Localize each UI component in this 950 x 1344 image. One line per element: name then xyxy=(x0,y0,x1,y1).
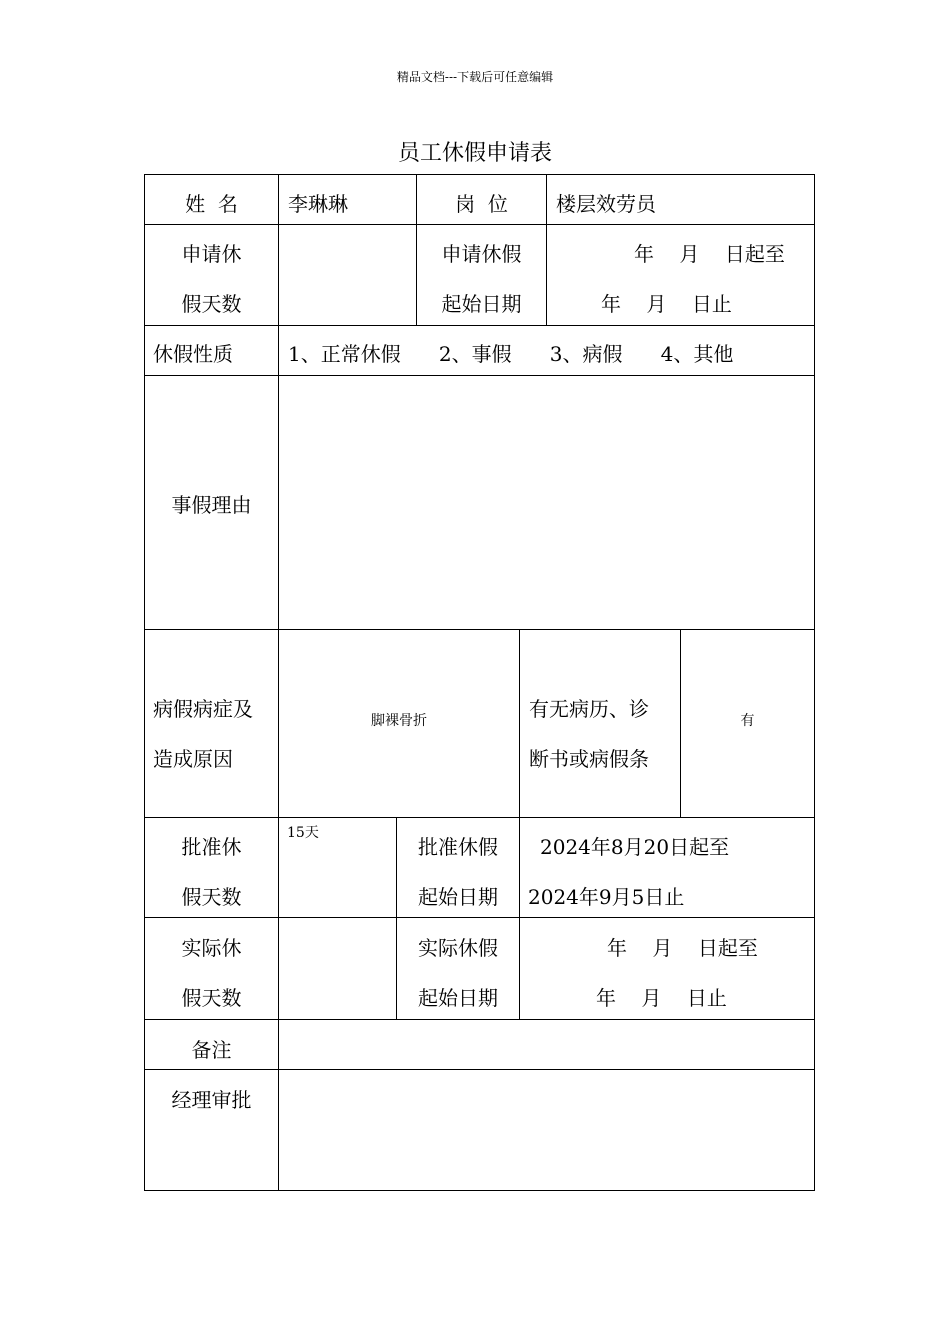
requested-date-start[interactable]: 年 月 日起至 xyxy=(634,242,785,266)
actual-date-label-1: 实际休假 xyxy=(418,936,498,960)
requested-days-label-2: 假天数 xyxy=(181,292,242,316)
table-border-bottom xyxy=(144,1190,815,1191)
leave-type-options[interactable]: 1、正常休假 2、事假 3、病假 4、其他 xyxy=(288,342,734,366)
actual-days-label-2: 假天数 xyxy=(181,986,242,1010)
approved-days-label-1: 批准休 xyxy=(181,835,242,859)
row-divider xyxy=(144,629,815,630)
post-value[interactable]: 楼层效劳员 xyxy=(556,192,656,216)
col-divider xyxy=(519,817,520,1019)
leave-type-label: 休假性质 xyxy=(153,342,233,366)
table-border-top xyxy=(144,174,815,175)
row-divider xyxy=(144,224,815,225)
table-border-right xyxy=(814,174,815,1191)
name-label: 姓 名 xyxy=(185,192,238,216)
approved-date-start[interactable]: 2024年8月20日起至 xyxy=(540,835,730,859)
requested-date-label-2: 起始日期 xyxy=(441,292,522,316)
medical-cert-label-1: 有无病历、诊 xyxy=(529,697,649,721)
manager-approval-value[interactable] xyxy=(279,1070,814,1190)
personal-leave-reason-value[interactable] xyxy=(279,376,814,629)
requested-days-value[interactable] xyxy=(279,225,416,325)
requested-date-label-1: 申请休假 xyxy=(441,242,522,266)
header-note: 精品文档---下载后可任意编辑 xyxy=(396,70,554,84)
remarks-value[interactable] xyxy=(279,1020,814,1069)
actual-date-start[interactable]: 年 月 日起至 xyxy=(607,936,758,960)
row-divider xyxy=(144,817,815,818)
personal-leave-reason-label: 事假理由 xyxy=(171,493,252,517)
illness-value[interactable]: 脚裸骨折 xyxy=(371,713,427,729)
col-divider xyxy=(519,629,520,817)
row-divider xyxy=(144,917,815,918)
requested-days-label-1: 申请休 xyxy=(181,242,242,266)
approved-days-label-2: 假天数 xyxy=(181,885,242,909)
approved-date-label-1: 批准休假 xyxy=(418,835,498,859)
medical-cert-label-2: 断书或病假条 xyxy=(529,747,649,771)
approved-days-value[interactable]: 15天 xyxy=(287,825,319,841)
actual-date-label-2: 起始日期 xyxy=(418,986,498,1010)
row-divider xyxy=(144,325,815,326)
approved-date-label-2: 起始日期 xyxy=(418,885,498,909)
medical-cert-value[interactable]: 有 xyxy=(740,713,755,729)
form-title: 员工休假申请表 xyxy=(397,141,552,166)
actual-days-value[interactable] xyxy=(279,918,396,1019)
requested-date-end[interactable]: 年 月 日止 xyxy=(601,292,732,316)
manager-approval-label: 经理审批 xyxy=(171,1088,252,1112)
col-divider xyxy=(546,174,547,325)
name-value[interactable]: 李琳琳 xyxy=(288,192,348,216)
post-label: 岗 位 xyxy=(455,192,508,216)
illness-label-1: 病假病症及 xyxy=(153,697,253,721)
illness-label-2: 造成原因 xyxy=(153,747,233,771)
actual-days-label-1: 实际休 xyxy=(181,936,242,960)
remarks-label: 备注 xyxy=(191,1038,232,1062)
approved-date-end[interactable]: 2024年9月5日止 xyxy=(528,885,685,909)
actual-date-end[interactable]: 年 月 日止 xyxy=(596,986,727,1010)
